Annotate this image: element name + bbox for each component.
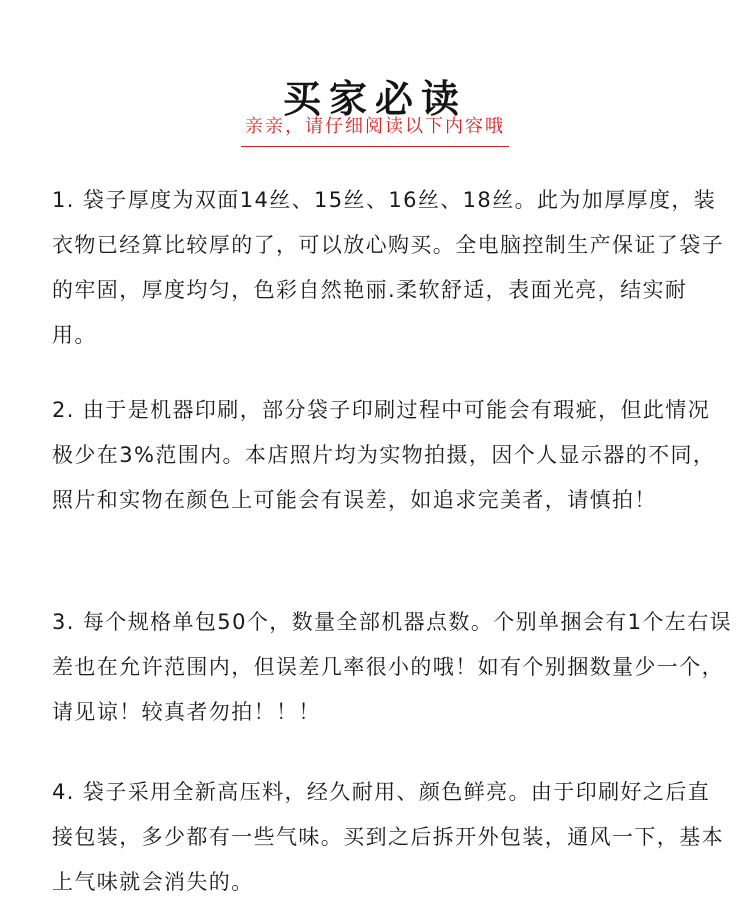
page-subtitle: 亲亲，请仔细阅读以下内容哦 bbox=[241, 114, 509, 147]
notice-paragraph-2: 2. 由于是机器印刷，部分袋子印刷过程中可能会有瑕疵，但此情况极少在3%范围内。本店照片均为实物拍摄，因个人显示器的不同，照片和实物在颜色上可能会有误差，如追求完美者，请慎拍！ bbox=[52, 398, 716, 512]
notice-paragraph-1: 1. 袋子厚度为双面14丝、15丝、16丝、18丝。此为加厚厚度，装衣物已经算比较厚的了，可以放心购买。全电脑控制生产保证了袋子的牢固，厚度均匀，色彩自然艳丽.柔软舒适，表面光亮，结实耐用。 bbox=[52, 188, 724, 347]
subtitle-container bbox=[0, 114, 750, 147]
notice-paragraph-3: 3. 每个规格单包50个，数量全部机器点数。个别单捆会有1个左右误差也在允许范围内，但误差几率很小的哦！如有个别捆数量少一个，请见谅！较真者勿拍！！！ bbox=[52, 610, 732, 724]
page-title: 买家必读 bbox=[282, 77, 467, 122]
notice-paragraph-4: 4. 袋子采用全新高压料，经久耐用、颜色鲜亮。由于印刷好之后直接包装，多少都有一些气味。买到之后拆开外包装，通风一下，基本上气味就会消失的。 bbox=[52, 780, 724, 894]
